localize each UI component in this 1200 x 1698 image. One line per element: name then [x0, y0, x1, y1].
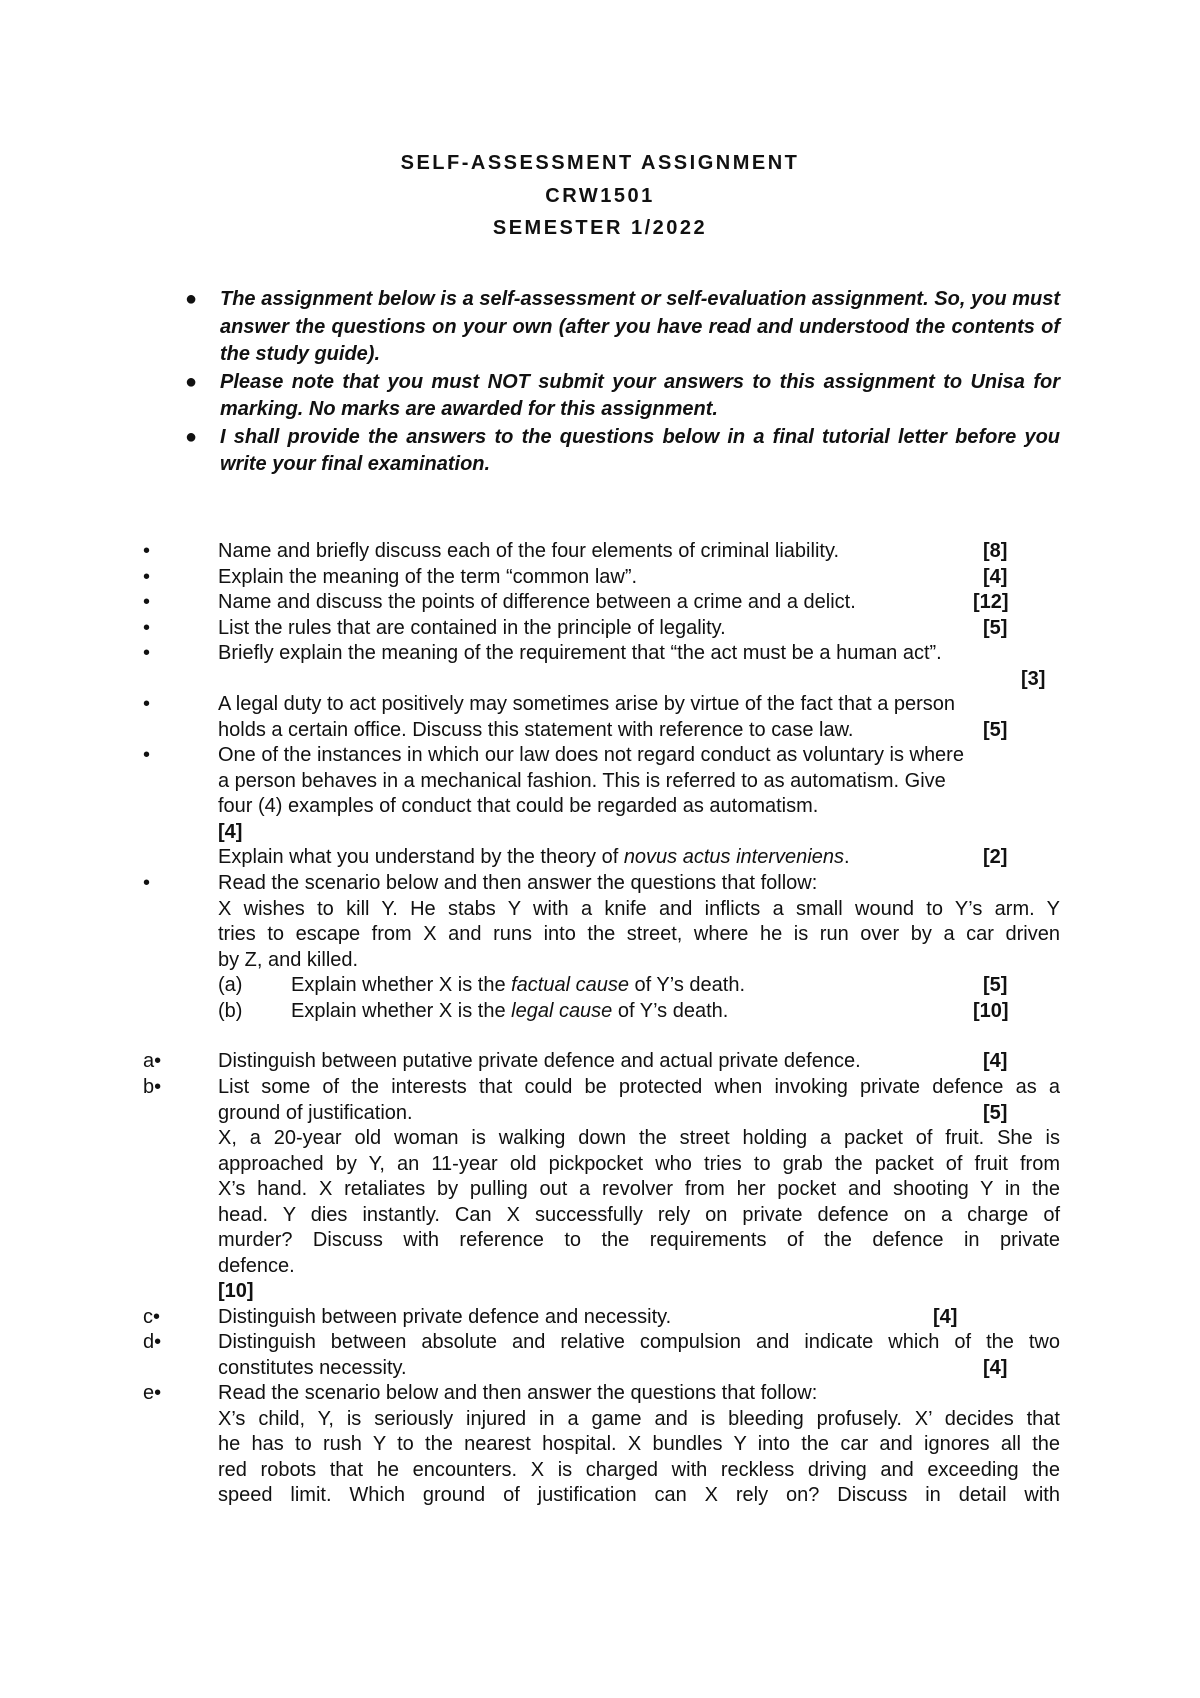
sub-question: (a) Explain whether X is the factual cause of Y’s death. [5]: [218, 973, 1060, 999]
question-mark: [5]: [983, 617, 1008, 639]
instructions-list: [185, 286, 1060, 479]
instruction-item: ● The assignment below is a self-assessment or self-evaluation assignment. So, you must answer the questions on your own (after you have read and understood the contents of the study guide).: [185, 288, 1060, 365]
question-mark: [12]: [973, 591, 1009, 613]
bullet-icon: •: [143, 744, 151, 766]
list-marker: b•: [143, 1076, 162, 1098]
bullet-icon: •: [143, 591, 151, 613]
instruction-item: ● I shall provide the answers to the questions below in a final tutorial letter before you write your final examination.: [185, 425, 1060, 475]
question-mark: [5]: [983, 718, 1008, 741]
bullet-icon: •: [143, 642, 151, 664]
question-mark: [4]: [983, 1356, 1008, 1379]
question-mark: [10]: [218, 1280, 254, 1302]
question-mark: [2]: [983, 846, 1008, 868]
question-mark: [5]: [983, 974, 1008, 996]
bullet-icon: •: [143, 872, 151, 894]
bullet-icon: •: [143, 617, 151, 639]
bullet-icon: •: [143, 693, 151, 715]
bullet-icon: ●: [185, 288, 198, 310]
question-mark: [8]: [983, 540, 1008, 562]
course-code: CRW1501: [545, 185, 655, 207]
list-marker: c•: [143, 1306, 161, 1328]
question-mark: [5]: [983, 1101, 1008, 1124]
document-page: SELF-ASSESSMENT ASSIGNMENT CRW1501 SEMESTER 1/2022 ● The assignment below is a self-assessment or self-evaluation assignment. So, you must answer the questions on your own (after you have read and understood the contents of the study guide). ● Please note that you must NOT submit your answers to this assignment to Unisa for marking. No marks are awarded for this assignment. ● I shall provide the answers to the questions below in a final tutorial letter before you write your final examination. • Name and briefly discuss each of the four elements of criminal liability. [8] • Explain the meaning of the term “common law”. [4] • Name and discuss the points of difference between a crime and a delict. [12] • List the rules that are contained in the principle of legality. [5] • Briefly explain the meaning of the requirement that “the act must be a human act”. [3] • A legal duty to act positively may sometimes arise by virtue of the fact that a person holds a certain office. Discuss this statement with reference to case law. [5] • One of the instances in which our law does not regard conduct as voluntary is where a person behaves in a mechanical fashion. This is referred to as automatism. Give four (4) examples of conduct that could be regarded as automatism. [4] Explain what you understand by the theory of novus actus interveniens. [2] • Read the scenario below and then answer the questions that follow: X wishes to kill Y. He stabs Y with a knife and inflicts a small wound to Y’s arm. Y tries to escape from X and runs into the street, where he is run over by a car driven by Z, and killed. (a) Explain whether X is the factual cause of Y’s death. [5] (b) Explain whether X is the legal cause of Y’s death. [10] a• Distinguish between putative private defence and actual private defence. [4] b• List some of the interests that could be protected when invoking private defence as a ground of justification. [5] X, a 20-year old woman is walking down the street holding a packet of fruit. She is approached by Y, an 11-year old pickpocket who tries to grab the packet of fruit from X’s hand. X retaliates by pulling out a revolver from her pocket and shooting Y in the head. Y dies instantly. Can X successfully rely on private defence on a charge of murder? Discuss with reference to the requirements of the defence in private defence. [10] c• Distinguish between private defence and necessity. [4] d• Distinguish between absolute and relative compulsion and indicate which of the two constitutes necessity. [4] e• Read the scenario below and then answer the questions that follow: X’s child, Y, is seriously injured in a game and is bleeding profusely. X’ decides that he has to rush Y to the nearest hospital. X bundles Y into the car and ignores all the red robots that he encounters. X is charged with reckless driving and exceeding the speed limit. Which ground of justification can X rely on? Discuss in detail with: [0, 0, 1200, 1698]
semester-label: SEMESTER 1/2022: [492, 217, 708, 239]
bullet-icon: •: [143, 566, 151, 588]
question-mark: [4]: [983, 566, 1008, 588]
sub-question: (b) Explain whether X is the legal cause of Y’s death. [10]: [218, 999, 1060, 1025]
question-mark: [10]: [973, 999, 1009, 1022]
list-marker: d•: [143, 1331, 162, 1353]
list-marker: e•: [143, 1382, 162, 1404]
instruction-item: ● Please note that you must NOT submit your answers to this assignment to Unisa for marking. No marks are awarded for this assignment.: [185, 370, 1060, 420]
document-title: SELF-ASSESSMENT ASSIGNMENT: [400, 152, 800, 174]
question-mark: [4]: [218, 820, 243, 843]
list-marker: a•: [143, 1050, 162, 1072]
question-mark: [4]: [933, 1306, 958, 1328]
question-mark: [3]: [1021, 667, 1046, 690]
question-mark: [4]: [983, 1050, 1008, 1072]
bullet-icon: ●: [185, 370, 198, 393]
bullet-icon: •: [143, 540, 151, 562]
bullet-icon: ●: [185, 425, 198, 448]
